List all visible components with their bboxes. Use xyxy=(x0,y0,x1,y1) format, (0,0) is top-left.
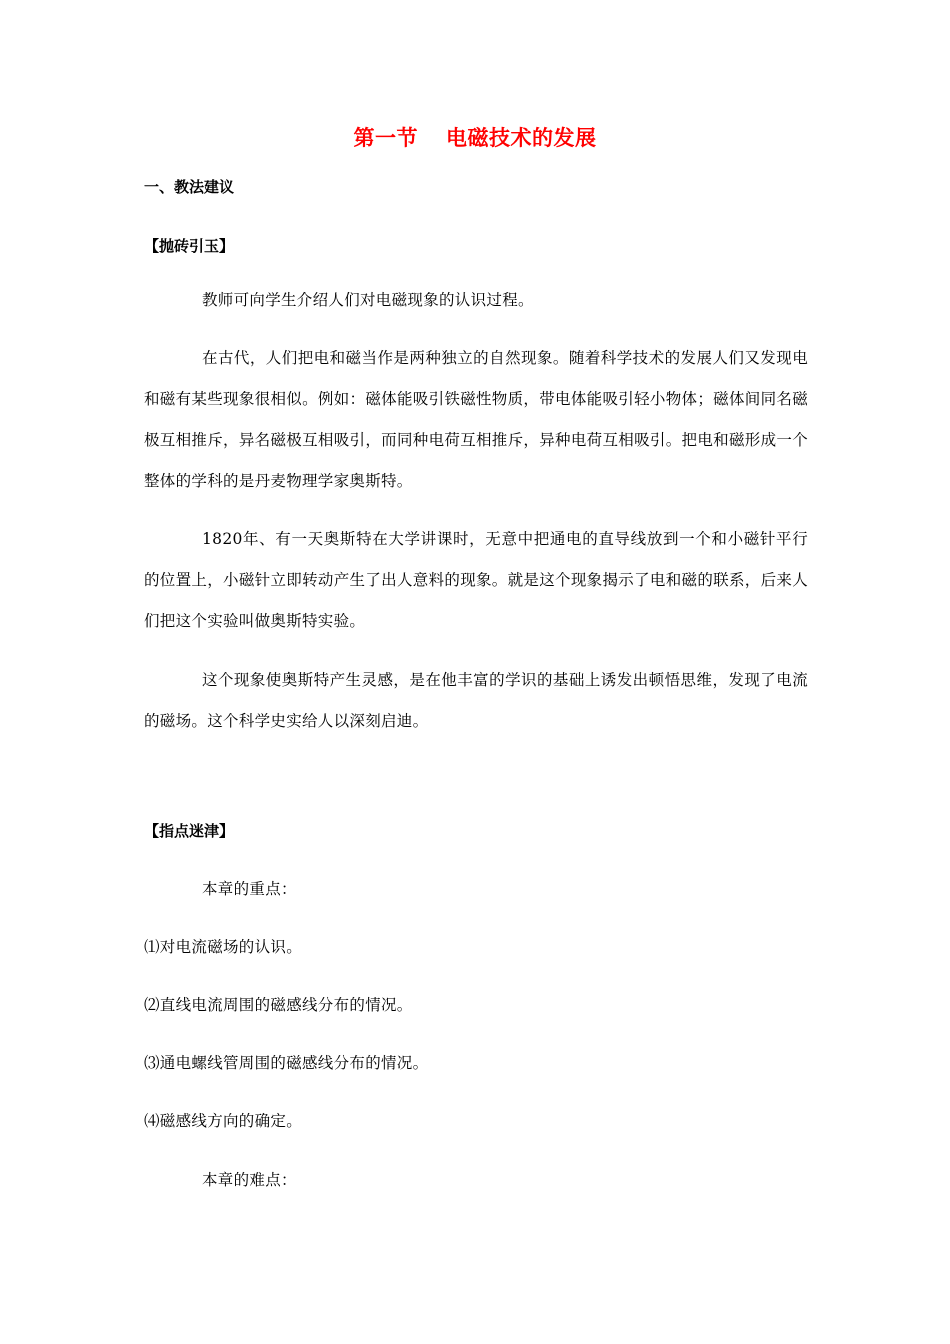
paragraph-4: 这个现象使奥斯特产生灵感，是在他丰富的学识的基础上诱发出顿悟思维，发现了电流的磁场。这个科学史实给人以深刻启迪。 xyxy=(144,671,808,730)
key-point-3: ⑶通电螺线管周围的磁感线分布的情况。 xyxy=(144,1054,429,1072)
key-point-1: ⑴对电流磁场的认识。 xyxy=(144,938,303,956)
key-point-4: ⑷磁感线方向的确定。 xyxy=(144,1112,303,1130)
key-point-2: ⑵直线电流周围的磁感线分布的情况。 xyxy=(144,996,413,1014)
title-section-number: 第一节 xyxy=(353,126,418,150)
section-heading-teaching-suggestions: 一、教法建议 xyxy=(144,178,235,196)
page-title xyxy=(0,122,950,152)
paragraph-3: 1820年、有一天奥斯特在大学讲课时，无意中把通电的直导线放到一个和小磁针平行的位置上，小磁针立即转动产生了出人意料的现象。就是这个现象揭示了电和磁的联系，后来人们把这个实验叫做奥斯特实验。 xyxy=(144,530,808,630)
key-points-label: 本章的重点： xyxy=(202,880,297,898)
difficulty-label: 本章的难点： xyxy=(202,1171,297,1189)
subheading-guidance: 【指点迷津】 xyxy=(144,822,235,840)
subheading-introduction: 【抛砖引玉】 xyxy=(144,237,235,255)
title-section-name: 电磁技术的发展 xyxy=(446,126,597,150)
paragraph-2: 在古代，人们把电和磁当作是两种独立的自然现象。随着科学技术的发展人们又发现电和磁有某些现象很相似。例如：磁体能吸引铁磁性物质，带电体能吸引轻小物体；磁体间同名磁极互相推斥，异名磁极互相吸引，而同种电荷互相推斥，异种电荷互相吸引。把电和磁形成一个整体的学科的是丹麦物理学家奥斯特。 xyxy=(144,349,808,490)
paragraph-1: 教师可向学生介绍人们对电磁现象的认识过程。 xyxy=(202,291,534,309)
